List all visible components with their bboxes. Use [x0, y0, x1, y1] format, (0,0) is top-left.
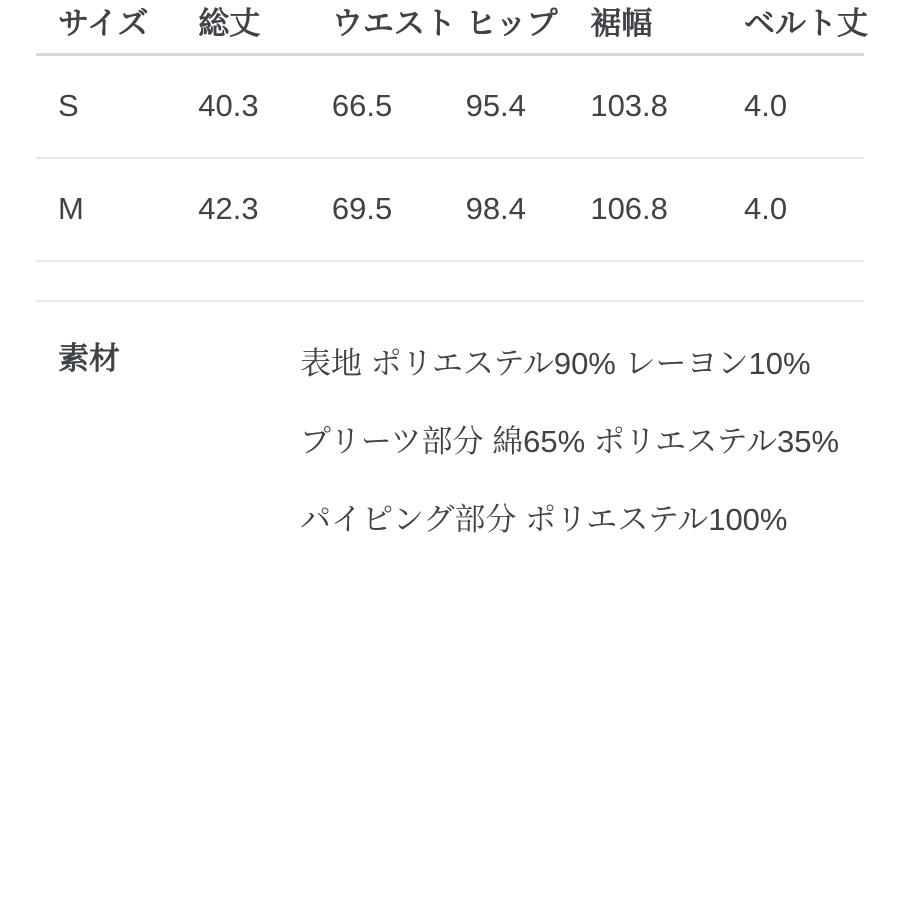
spacer — [0, 262, 900, 300]
cell-hem-width: 106.8 — [590, 190, 668, 226]
cell-belt-length: 4.0 — [744, 87, 788, 123]
table-row — [0, 56, 900, 157]
cell-total-length: 42.3 — [198, 190, 259, 226]
size-chart-header — [0, 0, 900, 53]
material-values — [300, 338, 864, 546]
size-chart-body — [0, 53, 900, 262]
cell-size: S — [58, 87, 79, 123]
column-header-hip: ヒップ — [465, 6, 558, 41]
cell-belt-length: 4.0 — [744, 190, 788, 226]
size-chart-table — [0, 0, 900, 262]
material-line: パイピング部分 ポリエステル100% — [300, 501, 788, 537]
cell-hip: 98.4 — [465, 190, 526, 226]
cell-total-length: 40.3 — [198, 87, 259, 123]
cell-waist: 69.5 — [331, 190, 393, 226]
cell-hem-width: 103.8 — [590, 87, 668, 123]
column-header-total-length: 総丈 — [198, 6, 261, 41]
material-line: 表地 ポリエステル90% レーヨン10% — [300, 345, 811, 381]
table-header-row — [0, 0, 900, 53]
table-row — [0, 159, 900, 260]
material-section-divider — [36, 300, 864, 302]
column-header-hem-width: 裾幅 — [590, 6, 653, 41]
material-line: プリーツ部分 綿65% ポリエステル35% — [300, 423, 840, 459]
cell-size: M — [58, 190, 84, 226]
cell-waist: 66.5 — [331, 87, 393, 123]
cell-hip: 95.4 — [465, 87, 526, 123]
material-label: 素材 — [58, 340, 120, 376]
column-header-belt-length: ベルト丈 — [744, 6, 869, 41]
column-header-size: サイズ — [58, 6, 149, 41]
column-header-waist: ウエスト — [331, 6, 456, 41]
material-section — [0, 338, 900, 546]
